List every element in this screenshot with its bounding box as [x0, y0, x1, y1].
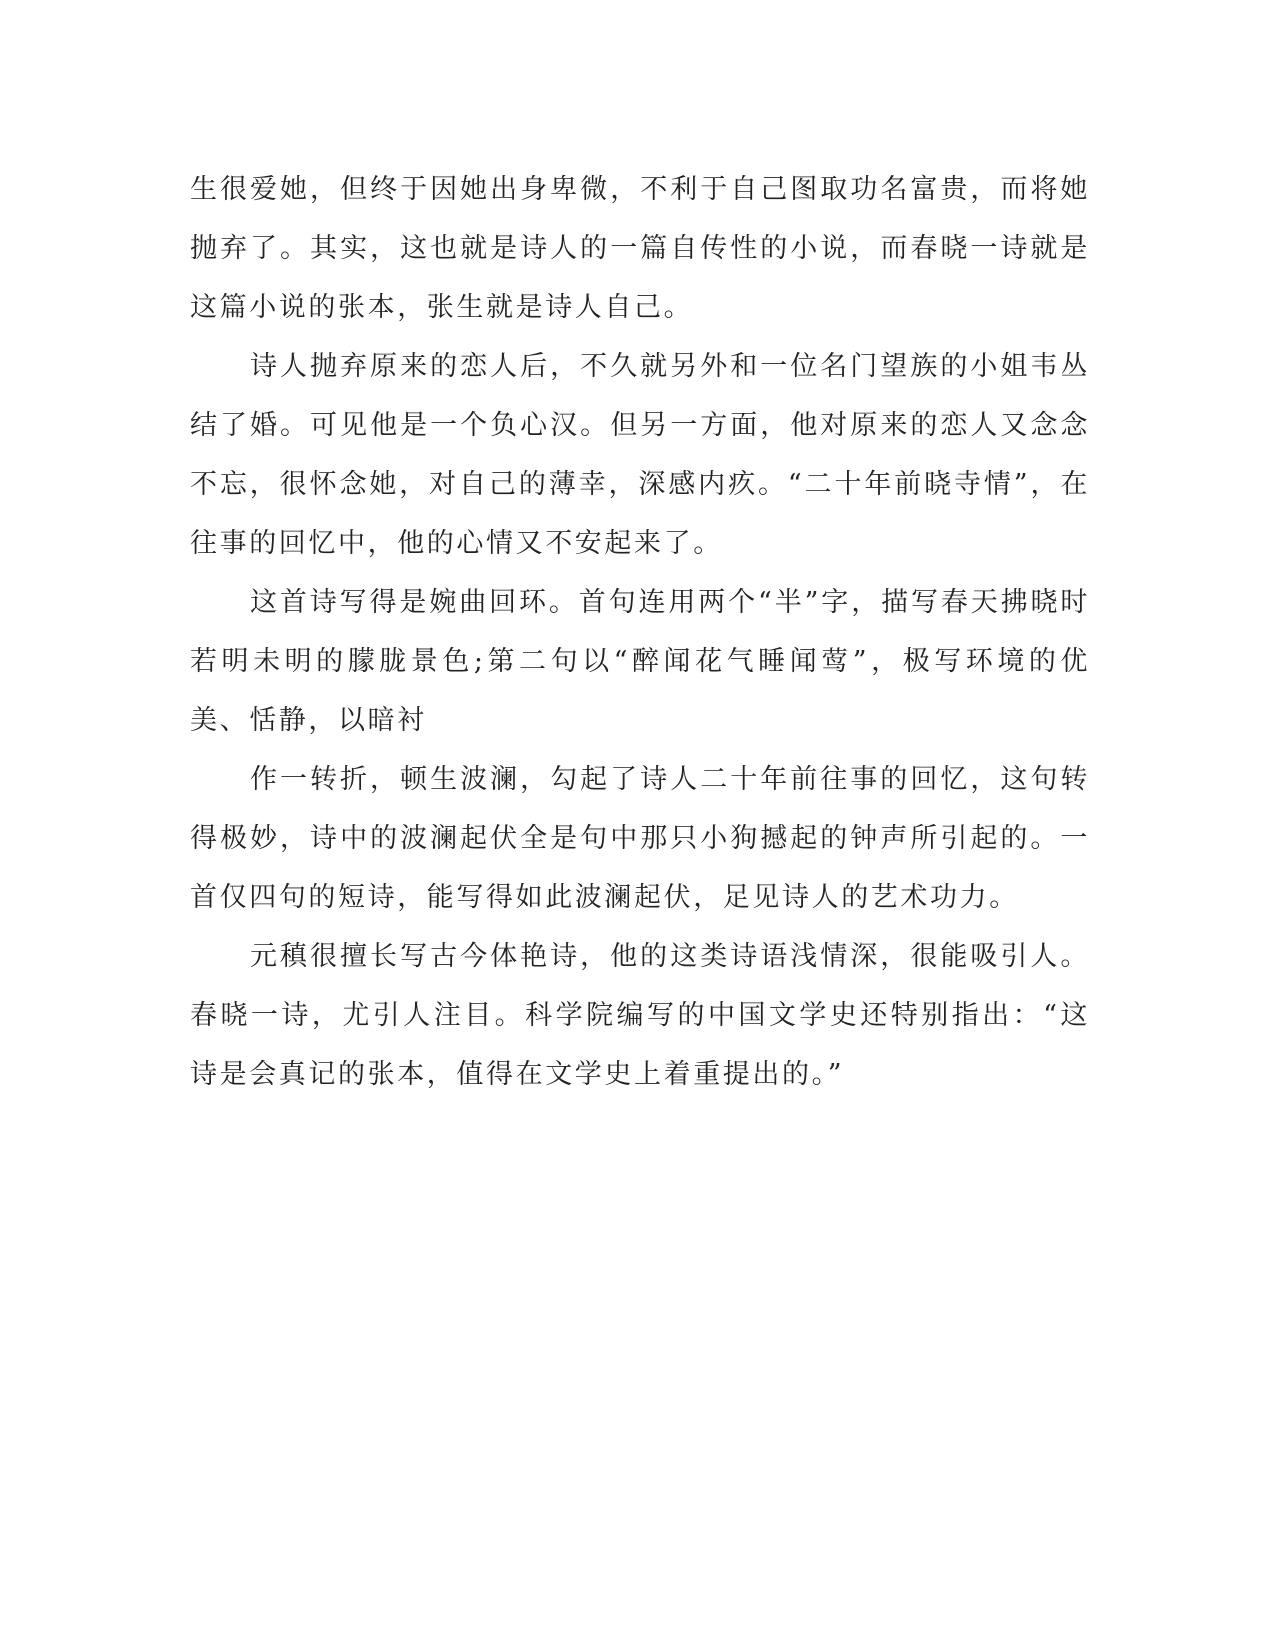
paragraph-5: 元稹很擅长写古今体艳诗，他的这类诗语浅情深，很能吸引人。春晓一诗，尤引人注目。科学院编写的中国文学史还特别指出：“这诗是会真记的张本，值得在文学史上着重提出的。”	[190, 941, 1090, 1090]
paragraph-4: 作一转折，顿生波澜，勾起了诗人二十年前往事的回忆，这句转得极妙，诗中的波澜起伏全是句中那只小狗撼起的钟声所引起的。一首仅四句的短诗，能写得如此波澜起伏，足见诗人的艺术功力。	[190, 764, 1090, 913]
document-body	[190, 160, 1090, 1104]
paragraph-3: 这首诗写得是婉曲回环。首句连用两个“半”字，描写春天拂晓时若明未明的朦胧景色;第二句以“醉闻花气睡闻莺”，极写环境的优美、恬静，以暗衬	[190, 587, 1090, 736]
paragraph-2: 诗人抛弃原来的恋人后，不久就另外和一位名门望族的小姐韦丛结了婚。可见他是一个负心汉。但另一方面，他对原来的恋人又念念不忘，很怀念她，对自己的薄幸，深感内疚。“二十年前晓寺情”，在往事的回忆中，他的心情又不安起来了。	[190, 351, 1090, 559]
paragraph-1: 生很爱她，但终于因她出身卑微，不利于自己图取功名富贵，而将她抛弃了。其实，这也就是诗人的一篇自传性的小说，而春晓一诗就是这篇小说的张本，张生就是诗人自己。	[190, 174, 1090, 323]
